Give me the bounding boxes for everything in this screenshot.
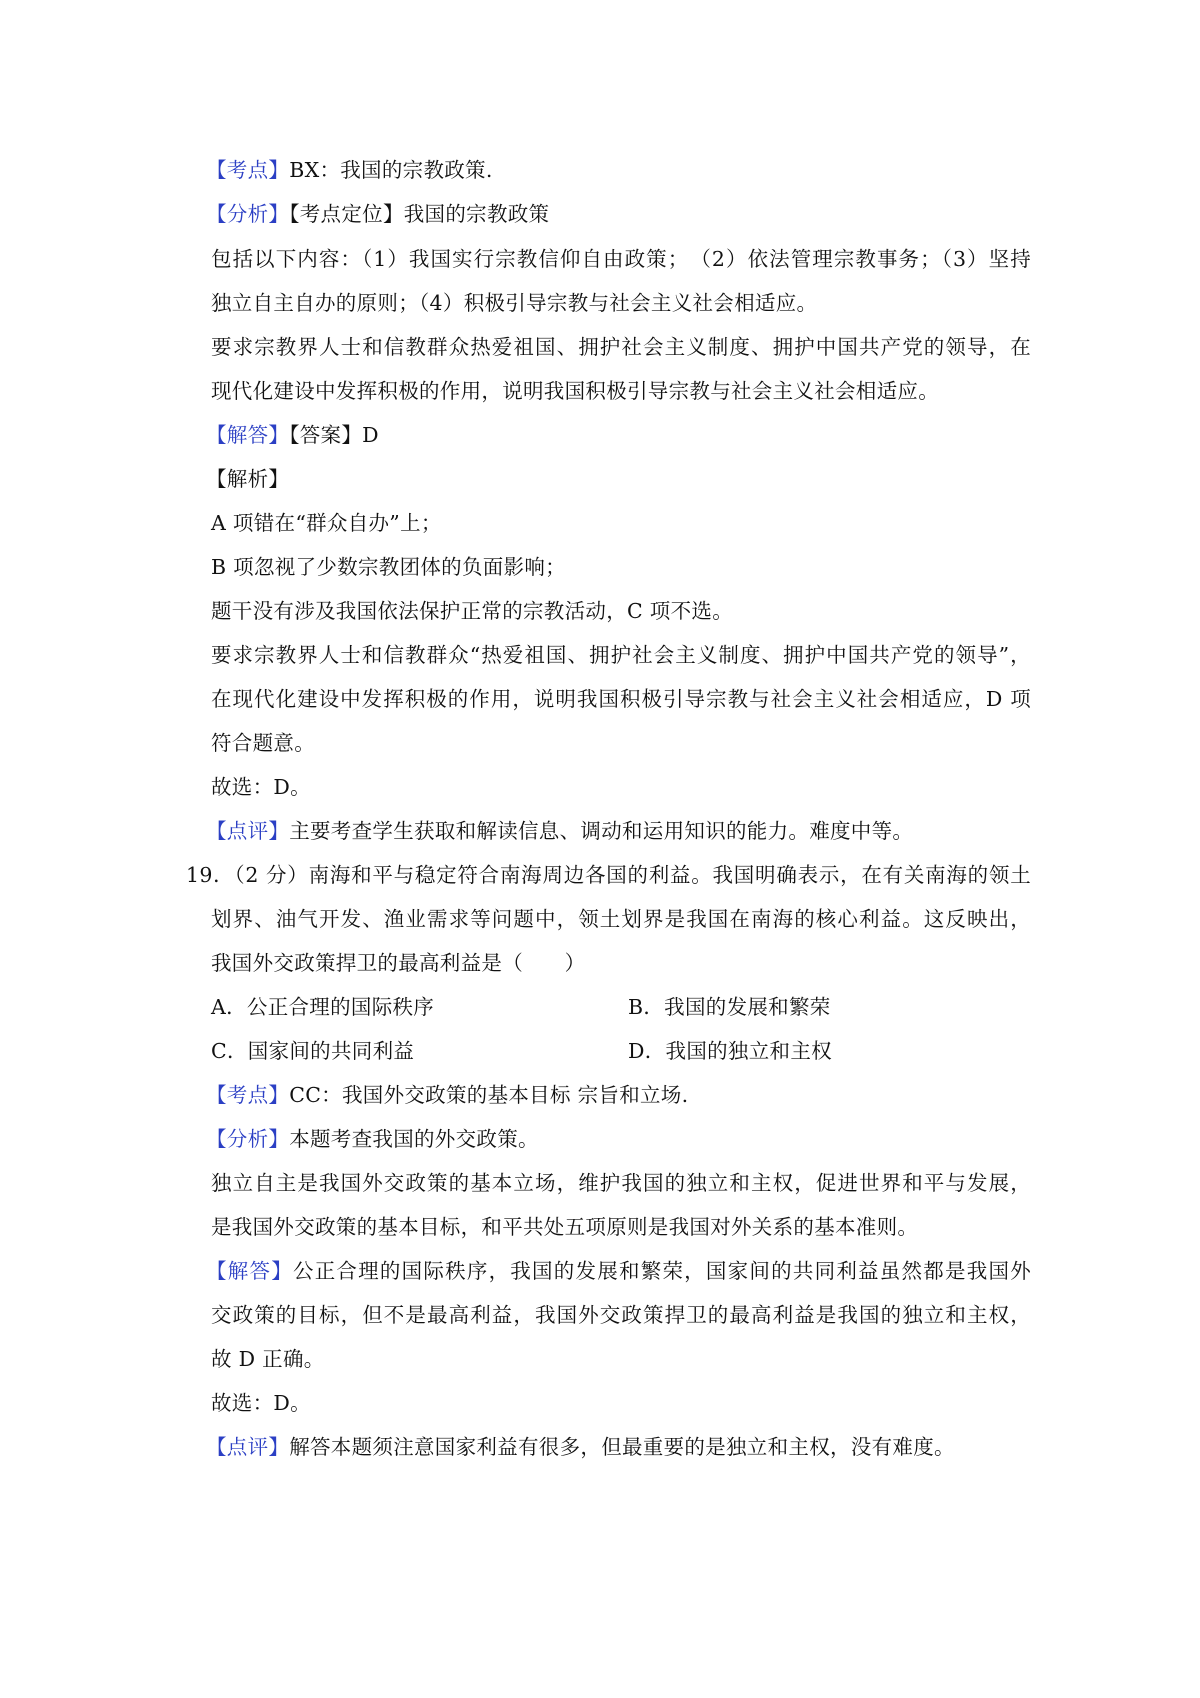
q18-kaodian	[206, 156, 1026, 184]
q19-stem-line-2: 划界、油气开发、渔业需求等问题中，领土划界是我国在南海的核心利益。这反映出，	[211, 907, 1031, 931]
kaodian-text: CC：我国外交政策的基本目标 宗旨和立场.	[289, 1083, 689, 1107]
q18-jiexi-line-1: A 项错在“群众自办”上；	[211, 511, 442, 535]
jieda-line-1: 公正合理的国际秩序，我国的发展和繁荣，国家间的共同利益虽然都是我国外	[292, 1259, 1032, 1283]
q19-option-a: A．公正合理的国际秩序	[211, 995, 435, 1019]
q18-fenxi-line-3: 要求宗教界人士和信教群众热爱祖国、拥护社会主义制度、拥护中国共产党的领导，在	[211, 335, 1031, 359]
q18-dianping	[206, 817, 1026, 845]
q19-kaodian	[206, 1081, 1026, 1109]
q19-stem-line-1: 19．（2 分）南海和平与稳定符合南海周边各国的利益。我国明确表示，在有关南海的领土	[186, 863, 1031, 887]
q19-jieda-line-2: 交政策的目标，但不是最高利益，我国外交政策捍卫的最高利益是我国的独立和主权，	[211, 1303, 1031, 1327]
q18-jiexi-line-3: 题干没有涉及我国依法保护正常的宗教活动，C 项不选。	[211, 599, 733, 623]
jieda-tag: 【解答】	[206, 423, 290, 447]
q19-stem-line-3: 我国外交政策捍卫的最高利益是（ ）	[211, 951, 586, 975]
jieda-tag: 【解答】	[206, 1259, 293, 1283]
fenxi-text: 本题考查我国的外交政策。	[289, 1127, 539, 1151]
kaodian-tag: 【考点】	[206, 1083, 290, 1107]
q19-jieda-line-3: 故 D 正确。	[211, 1347, 325, 1371]
fenxi-tag: 【分析】	[206, 1127, 290, 1151]
kaodian-text: BX：我国的宗教政策.	[289, 158, 493, 182]
q18-fenxi-line-1: 包括以下内容：（1）我国实行宗教信仰自由政策； （2）依法管理宗教事务；（3）坚持	[211, 247, 1031, 271]
q18-fenxi	[206, 200, 1026, 228]
q19-option-d: D．我国的独立和主权	[628, 1039, 832, 1063]
q19-option-c: C．国家间的共同利益	[211, 1039, 415, 1063]
q18-fenxi-line-4: 现代化建设中发挥积极的作用，说明我国积极引导宗教与社会主义社会相适应。	[211, 379, 939, 403]
q19-dianping	[206, 1433, 1026, 1461]
dianping-text: 解答本题须注意国家利益有很多，但最重要的是独立和主权，没有难度。	[289, 1435, 955, 1459]
q19-jieda	[206, 1257, 1031, 1285]
jieda-text: 【答案】D	[289, 423, 379, 447]
q18-fenxi-line-2: 独立自主自办的原则；（4）积极引导宗教与社会主义社会相适应。	[211, 291, 818, 315]
kaodian-tag: 【考点】	[206, 158, 290, 182]
q19-fenxi-line-1: 独立自主是我国外交政策的基本立场，维护我国的独立和主权，促进世界和平与发展，	[211, 1171, 1031, 1195]
q18-jiexi-line-5: 在现代化建设中发挥积极的作用，说明我国积极引导宗教与社会主义社会相适应，D 项	[211, 687, 1031, 711]
dianping-text: 主要考查学生获取和解读信息、调动和运用知识的能力。难度中等。	[289, 819, 914, 843]
q18-jiexi-line-6: 符合题意。	[211, 731, 315, 755]
dianping-tag: 【点评】	[206, 819, 290, 843]
q19-fenxi-line-2: 是我国外交政策的基本目标，和平共处五项原则是我国对外关系的基本准则。	[211, 1215, 919, 1239]
q19-option-b: B．我国的发展和繁荣	[628, 995, 831, 1019]
q18-jiexi-line-4: 要求宗教界人士和信教群众“热爱祖国、拥护社会主义制度、拥护中国共产党的领导”，	[211, 643, 1031, 667]
q18-jieda	[206, 421, 1026, 449]
q19-fenxi	[206, 1125, 1026, 1153]
fenxi-text: 【考点定位】我国的宗教政策	[289, 202, 550, 226]
dianping-tag: 【点评】	[206, 1435, 290, 1459]
fenxi-tag: 【分析】	[206, 202, 290, 226]
q18-jiexi-line-2: B 项忽视了少数宗教团体的负面影响；	[211, 555, 566, 579]
q18-jiexi-label: 【解析】	[206, 467, 290, 491]
q18-guxuan: 故选：D。	[211, 775, 311, 799]
q19-guxuan: 故选：D。	[211, 1391, 311, 1415]
